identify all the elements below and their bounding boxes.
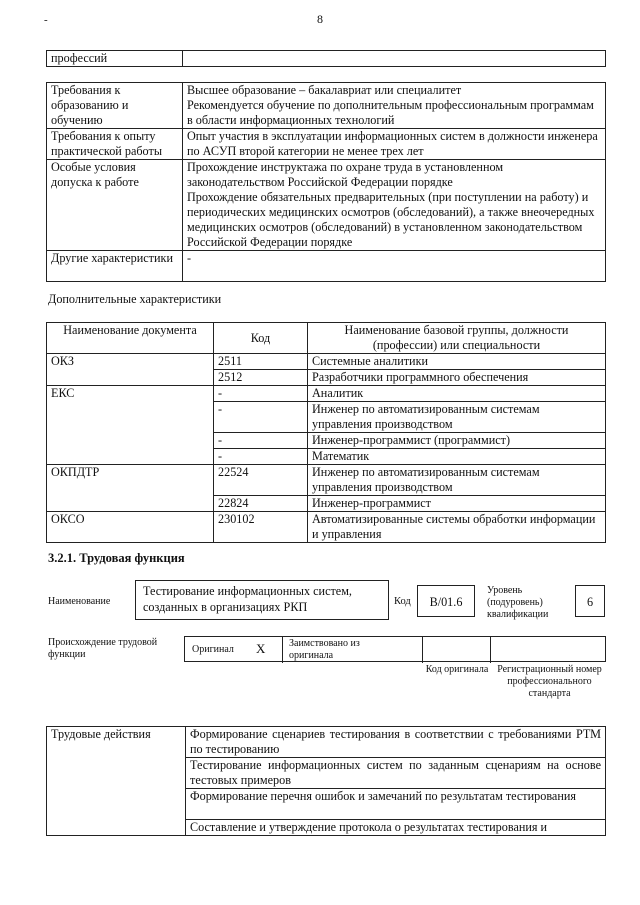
cell-code: - bbox=[214, 433, 308, 449]
req-label: Требования к опыту практической работы bbox=[47, 129, 183, 160]
header-name: Наименование базовой группы, должности (профессии) или специальности bbox=[308, 323, 606, 354]
cell-name: Инженер по автоматизированным системам управления производством bbox=[308, 465, 606, 496]
requirements-table bbox=[46, 82, 606, 282]
level-value: 6 bbox=[575, 585, 605, 617]
action-item: Формирование перечня ошибок и замечаний по результатам тестирования bbox=[186, 789, 606, 820]
origin-row bbox=[184, 636, 606, 662]
prev-row-value bbox=[183, 51, 606, 67]
cell-code: 22524 bbox=[214, 465, 308, 496]
code-label: Код bbox=[394, 596, 411, 607]
cell-name: Инженер-программист (программист) bbox=[308, 433, 606, 449]
extra-characteristics-table bbox=[46, 322, 606, 543]
table-row bbox=[47, 465, 606, 496]
actions-label: Трудовые действия bbox=[47, 727, 186, 836]
origin-label: Происхождение трудовой функции bbox=[48, 637, 158, 660]
cell-code: - bbox=[214, 402, 308, 433]
req-line: Рекомендуется обучение по дополнительным профессиональным программам в области информационных технологий bbox=[187, 98, 594, 127]
borrowed-label: Заимствовано из оригинала bbox=[289, 638, 360, 661]
page-number: 8 bbox=[317, 12, 323, 26]
header-code: Код bbox=[214, 323, 308, 354]
cell-name: Системные аналитики bbox=[308, 354, 606, 370]
req-value: Опыт участия в эксплуатации информационных систем в должности инженера по АСУП второй категории не менее трех лет bbox=[183, 129, 606, 160]
table-row bbox=[47, 129, 606, 160]
req-line: Высшее образование – бакалавриат или специалитет bbox=[187, 83, 462, 97]
extra-characteristics-title: Дополнительные характеристики bbox=[48, 292, 222, 306]
cell-name: Аналитик bbox=[308, 386, 606, 402]
table-row bbox=[47, 512, 606, 543]
table-row bbox=[47, 251, 606, 282]
function-name-value: Тестирование информационных систем, созданных в организациях РКП bbox=[135, 580, 389, 620]
action-item: Формирование сценариев тестирования в соответствии с требованиями РТМ по тестированию bbox=[186, 727, 606, 758]
labor-actions-table bbox=[46, 726, 606, 836]
cell-doc: ОКЗ bbox=[47, 354, 214, 386]
table-row bbox=[47, 727, 606, 758]
req-value bbox=[183, 83, 606, 129]
cell-code: 2511 bbox=[214, 354, 308, 370]
cell-code: - bbox=[214, 449, 308, 465]
cell-doc: ЕКС bbox=[47, 386, 214, 465]
scan-mark: - bbox=[44, 14, 48, 26]
table-row bbox=[47, 83, 606, 129]
cell-name: Инженер-программист bbox=[308, 496, 606, 512]
cell-name: Математик bbox=[308, 449, 606, 465]
req-label: Особые условия допуска к работе bbox=[47, 160, 183, 251]
section-title: 3.2.1. Трудовая функция bbox=[48, 551, 185, 565]
req-line: Прохождение инструктажа по охране труда в установленном законодательством Российской Федерации порядке bbox=[187, 160, 504, 189]
table-row bbox=[47, 354, 606, 370]
cell-doc: ОКПДТР bbox=[47, 465, 214, 512]
cell-name: Автоматизированные системы обработки информации и управления bbox=[308, 512, 606, 543]
cell-code: 22824 bbox=[214, 496, 308, 512]
header-doc: Наименование документа bbox=[47, 323, 214, 354]
cell-code: 2512 bbox=[214, 370, 308, 386]
registration-label: Регистрационный номер профессионального стандарта bbox=[497, 664, 602, 699]
req-line: Прохождение обязательных предварительных (при поступлении на работу) и периодических медицинских осмотров (обследований), а также внеочередных медицинских осмотров (обследований) в установленном законодательством Российской Федерации порядке bbox=[187, 190, 595, 249]
req-value bbox=[183, 160, 606, 251]
action-item: Составление и утверждение протокола о результатах тестирования и bbox=[186, 820, 606, 836]
cell-doc: ОКСО bbox=[47, 512, 214, 543]
cell-code: - bbox=[214, 386, 308, 402]
req-label: Требования к образованию и обучению bbox=[47, 83, 183, 129]
prev-row-label: профессий bbox=[47, 51, 183, 67]
req-value: - bbox=[183, 251, 606, 282]
table-row bbox=[47, 160, 606, 251]
code-original-label: Код оригинала bbox=[425, 664, 489, 675]
req-label: Другие характеристики bbox=[47, 251, 183, 282]
code-value: B/01.6 bbox=[417, 585, 475, 617]
action-item: Тестирование информационных систем по заданным сценариям на основе тестовых примеров bbox=[186, 758, 606, 789]
level-label: Уровень (подуровень) квалификации bbox=[487, 585, 549, 620]
table-header-row bbox=[47, 323, 606, 354]
cell-name: Инженер по автоматизированным системам управления производством bbox=[308, 402, 606, 433]
original-label: Оригинал bbox=[192, 644, 234, 655]
name-label: Наименование bbox=[48, 596, 111, 607]
cell-name: Разработчики программного обеспечения bbox=[308, 370, 606, 386]
prev-table-continuation bbox=[46, 50, 606, 67]
table-row bbox=[47, 386, 606, 402]
cell-code: 230102 bbox=[214, 512, 308, 543]
original-mark: X bbox=[256, 641, 266, 656]
